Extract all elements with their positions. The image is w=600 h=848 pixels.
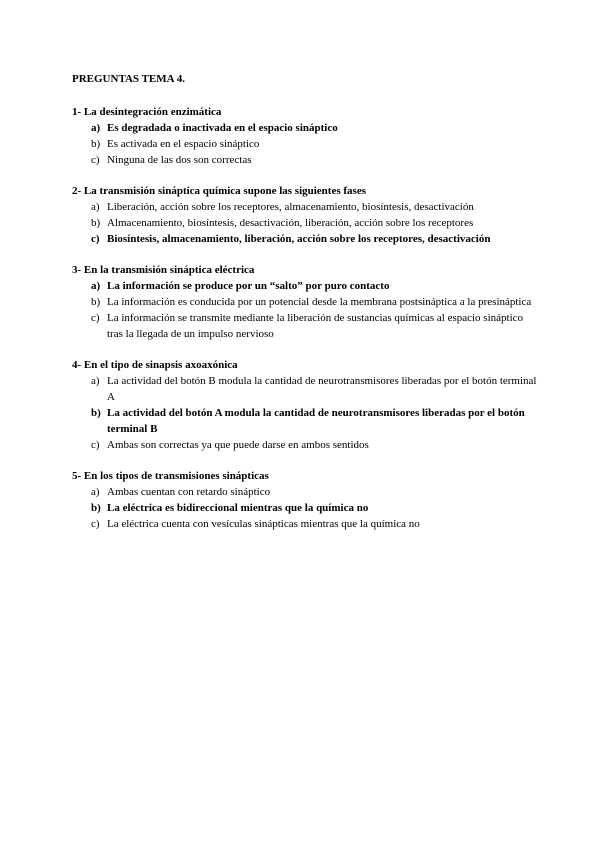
question-1 (72, 104, 540, 168)
question-3 (72, 262, 540, 342)
option-letter: b) (91, 407, 101, 419)
answer-option (72, 294, 540, 310)
option-text: La información se produce por un “salto” por puro contacto (107, 280, 390, 292)
answer-option-correct (72, 120, 540, 136)
option-letter: a) (91, 280, 101, 292)
option-text: La eléctrica es bidireccional mientras que la química no (107, 502, 369, 514)
question-5 (72, 468, 540, 532)
answer-option-correct (72, 500, 540, 516)
question-prompt: 5- En los tipos de transmisiones sinápticas (72, 470, 269, 482)
answer-option (72, 310, 540, 342)
question-list (72, 104, 540, 532)
option-letter: a) (91, 122, 101, 134)
option-text: Ambas cuentan con retardo sináptico (107, 486, 271, 498)
answer-option-correct (72, 278, 540, 294)
option-letter: b) (91, 217, 101, 229)
answer-option-correct (72, 231, 540, 247)
option-text: Es degradada o inactivada en el espacio sináptico (107, 122, 338, 134)
option-letter: a) (91, 201, 100, 213)
option-letter: c) (91, 518, 100, 530)
answer-option-correct (72, 405, 540, 437)
answer-option (72, 437, 540, 453)
question-2 (72, 183, 540, 247)
option-text: Ambas son correctas ya que puede darse en ambos sentidos (107, 439, 369, 451)
answer-option (72, 199, 540, 215)
question-prompt: 4- En el tipo de sinapsis axoaxónica (72, 359, 238, 371)
option-text: La información es conducida por un potencial desde la membrana postsináptica a la presináptica (107, 296, 532, 308)
question-prompt: 1- La desintegración enzimática (72, 106, 222, 118)
option-letter: c) (91, 154, 100, 166)
option-text: La información se transmite mediante la liberación de sustancias químicas al espacio sináptico tras la llegada de un impulso nervioso (107, 312, 524, 340)
option-text: La eléctrica cuenta con vesículas sinápticas mientras que la química no (107, 518, 420, 530)
option-text: Es activada en el espacio sináptico (107, 138, 260, 150)
option-text: La actividad del botón B modula la cantidad de neurotransmisores liberadas por el botón terminal A (107, 375, 537, 403)
question-prompt: 2- La transmisión sináptica química supone las siguientes fases (72, 185, 366, 197)
option-letter: c) (91, 312, 100, 324)
answer-option (72, 484, 540, 500)
option-letter: b) (91, 138, 101, 150)
option-letter: a) (91, 486, 100, 498)
answer-option (72, 136, 540, 152)
option-text: La actividad del botón A modula la cantidad de neurotransmisores liberadas por el botón terminal B (107, 407, 525, 435)
answer-option (72, 152, 540, 168)
option-text: Almacenamiento, biosíntesis, desactivación, liberación, acción sobre los receptores (107, 217, 474, 229)
option-letter: b) (91, 296, 101, 308)
option-text: Ninguna de las dos son correctas (107, 154, 252, 166)
option-letter: c) (91, 439, 100, 451)
question-prompt: 3- En la transmisión sináptica eléctrica (72, 264, 255, 276)
option-text: Biosíntesis, almacenamiento, liberación, acción sobre los receptores, desactivación (107, 233, 491, 245)
answer-option (72, 516, 540, 532)
option-letter: a) (91, 375, 100, 387)
option-letter: b) (91, 502, 101, 514)
document-title: PREGUNTAS TEMA 4. (72, 73, 185, 85)
answer-option (72, 215, 540, 231)
answer-option (72, 373, 540, 405)
option-letter: c) (91, 233, 100, 245)
question-4 (72, 357, 540, 453)
option-text: Liberación, acción sobre los receptores, almacenamiento, biosíntesis, desactivación (107, 201, 474, 213)
